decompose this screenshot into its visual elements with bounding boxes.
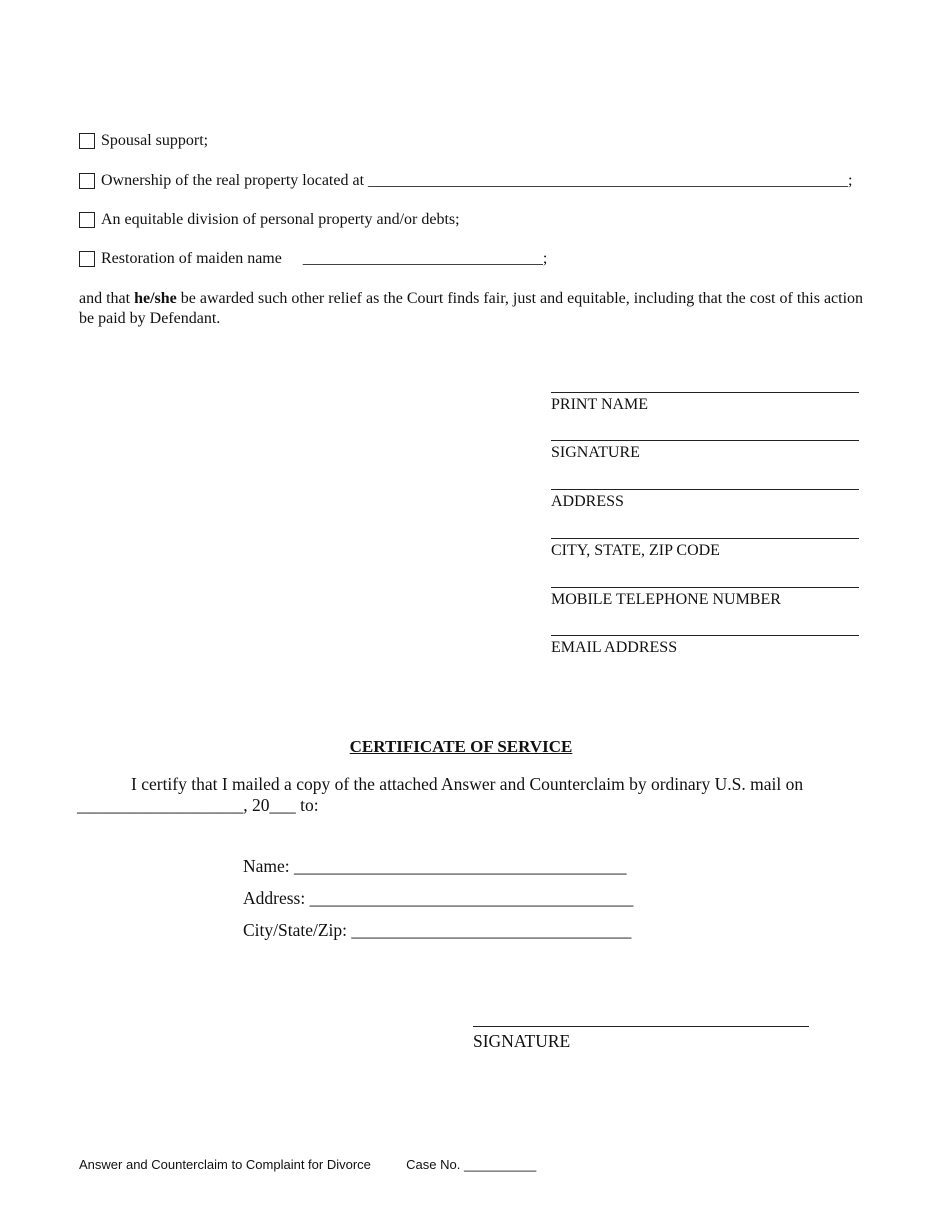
signature-field-city-state-zip[interactable] bbox=[551, 538, 859, 560]
signature-field-line bbox=[551, 538, 859, 539]
equitable-division-checkbox[interactable] bbox=[79, 212, 95, 228]
spousal-support-checkbox[interactable] bbox=[79, 133, 95, 149]
relief-item-label: Ownership of the real property located at ____________________________________________________________; bbox=[101, 172, 853, 189]
closing-prefix: and that bbox=[79, 290, 135, 307]
maiden-name-blank[interactable]: ______________________________; bbox=[302, 250, 548, 267]
closing-rest: be awarded such other relief as the Court finds fair, just and equitable, including that the cost of this action be paid by Defendant. bbox=[79, 290, 864, 327]
certificate-statement: I certify that I mailed a copy of the attached Answer and Counterclaim by ordinary U.S. mail on bbox=[131, 774, 804, 794]
certificate-date-line[interactable]: ___________________, 20___ to: bbox=[77, 795, 319, 815]
signature-field-line bbox=[551, 440, 859, 441]
relief-item-label: An equitable division of personal property and/or debts; bbox=[101, 211, 460, 228]
certificate-title: CERTIFICATE OF SERVICE bbox=[349, 737, 573, 756]
signature-field-label: CITY, STATE, ZIP CODE bbox=[551, 542, 720, 559]
signature-field-label: SIGNATURE bbox=[551, 444, 640, 461]
signature-field-label: MOBILE TELEPHONE NUMBER bbox=[551, 591, 781, 608]
page-footer bbox=[79, 1157, 536, 1172]
signature-field-line bbox=[551, 635, 859, 636]
footer-document-title: Answer and Counterclaim to Complaint for Divorce bbox=[79, 1157, 371, 1172]
service-name-field[interactable]: Name: ______________________________________ bbox=[243, 856, 627, 876]
relief-item-maiden-name bbox=[79, 250, 547, 268]
certificate-signature-line bbox=[473, 1026, 809, 1027]
signature-field-signature[interactable] bbox=[551, 440, 859, 462]
signature-field-label: EMAIL ADDRESS bbox=[551, 639, 678, 656]
certificate-signature-field[interactable] bbox=[473, 1026, 809, 1052]
certificate-signature-label: SIGNATURE bbox=[473, 1031, 571, 1051]
signature-field-print-name[interactable] bbox=[551, 392, 859, 414]
relief-item-real-property bbox=[79, 172, 852, 190]
signature-field-line bbox=[551, 392, 859, 393]
service-city-state-zip-field[interactable]: City/State/Zip: ________________________________ bbox=[243, 920, 632, 940]
signature-field-label: ADDRESS bbox=[551, 493, 624, 510]
service-address-field[interactable]: Address: _____________________________________ bbox=[243, 888, 634, 908]
signature-field-email[interactable] bbox=[551, 635, 859, 657]
signature-field-address[interactable] bbox=[551, 489, 859, 511]
signature-field-line bbox=[551, 587, 859, 588]
footer-case-number: Case No. __________ bbox=[406, 1157, 537, 1172]
closing-paragraph bbox=[79, 289, 874, 329]
closing-bold-pronoun: he/she bbox=[134, 290, 177, 307]
signature-field-mobile-phone[interactable] bbox=[551, 587, 859, 609]
real-property-checkbox[interactable] bbox=[79, 173, 95, 189]
signature-field-label: PRINT NAME bbox=[551, 396, 649, 413]
relief-item-equitable-division bbox=[79, 211, 460, 229]
signature-field-line bbox=[551, 489, 859, 490]
relief-item-label: Restoration of maiden name bbox=[101, 250, 282, 267]
relief-item-spousal-support bbox=[79, 132, 208, 150]
relief-item-label: Spousal support; bbox=[101, 132, 209, 149]
maiden-name-checkbox[interactable] bbox=[79, 251, 95, 267]
